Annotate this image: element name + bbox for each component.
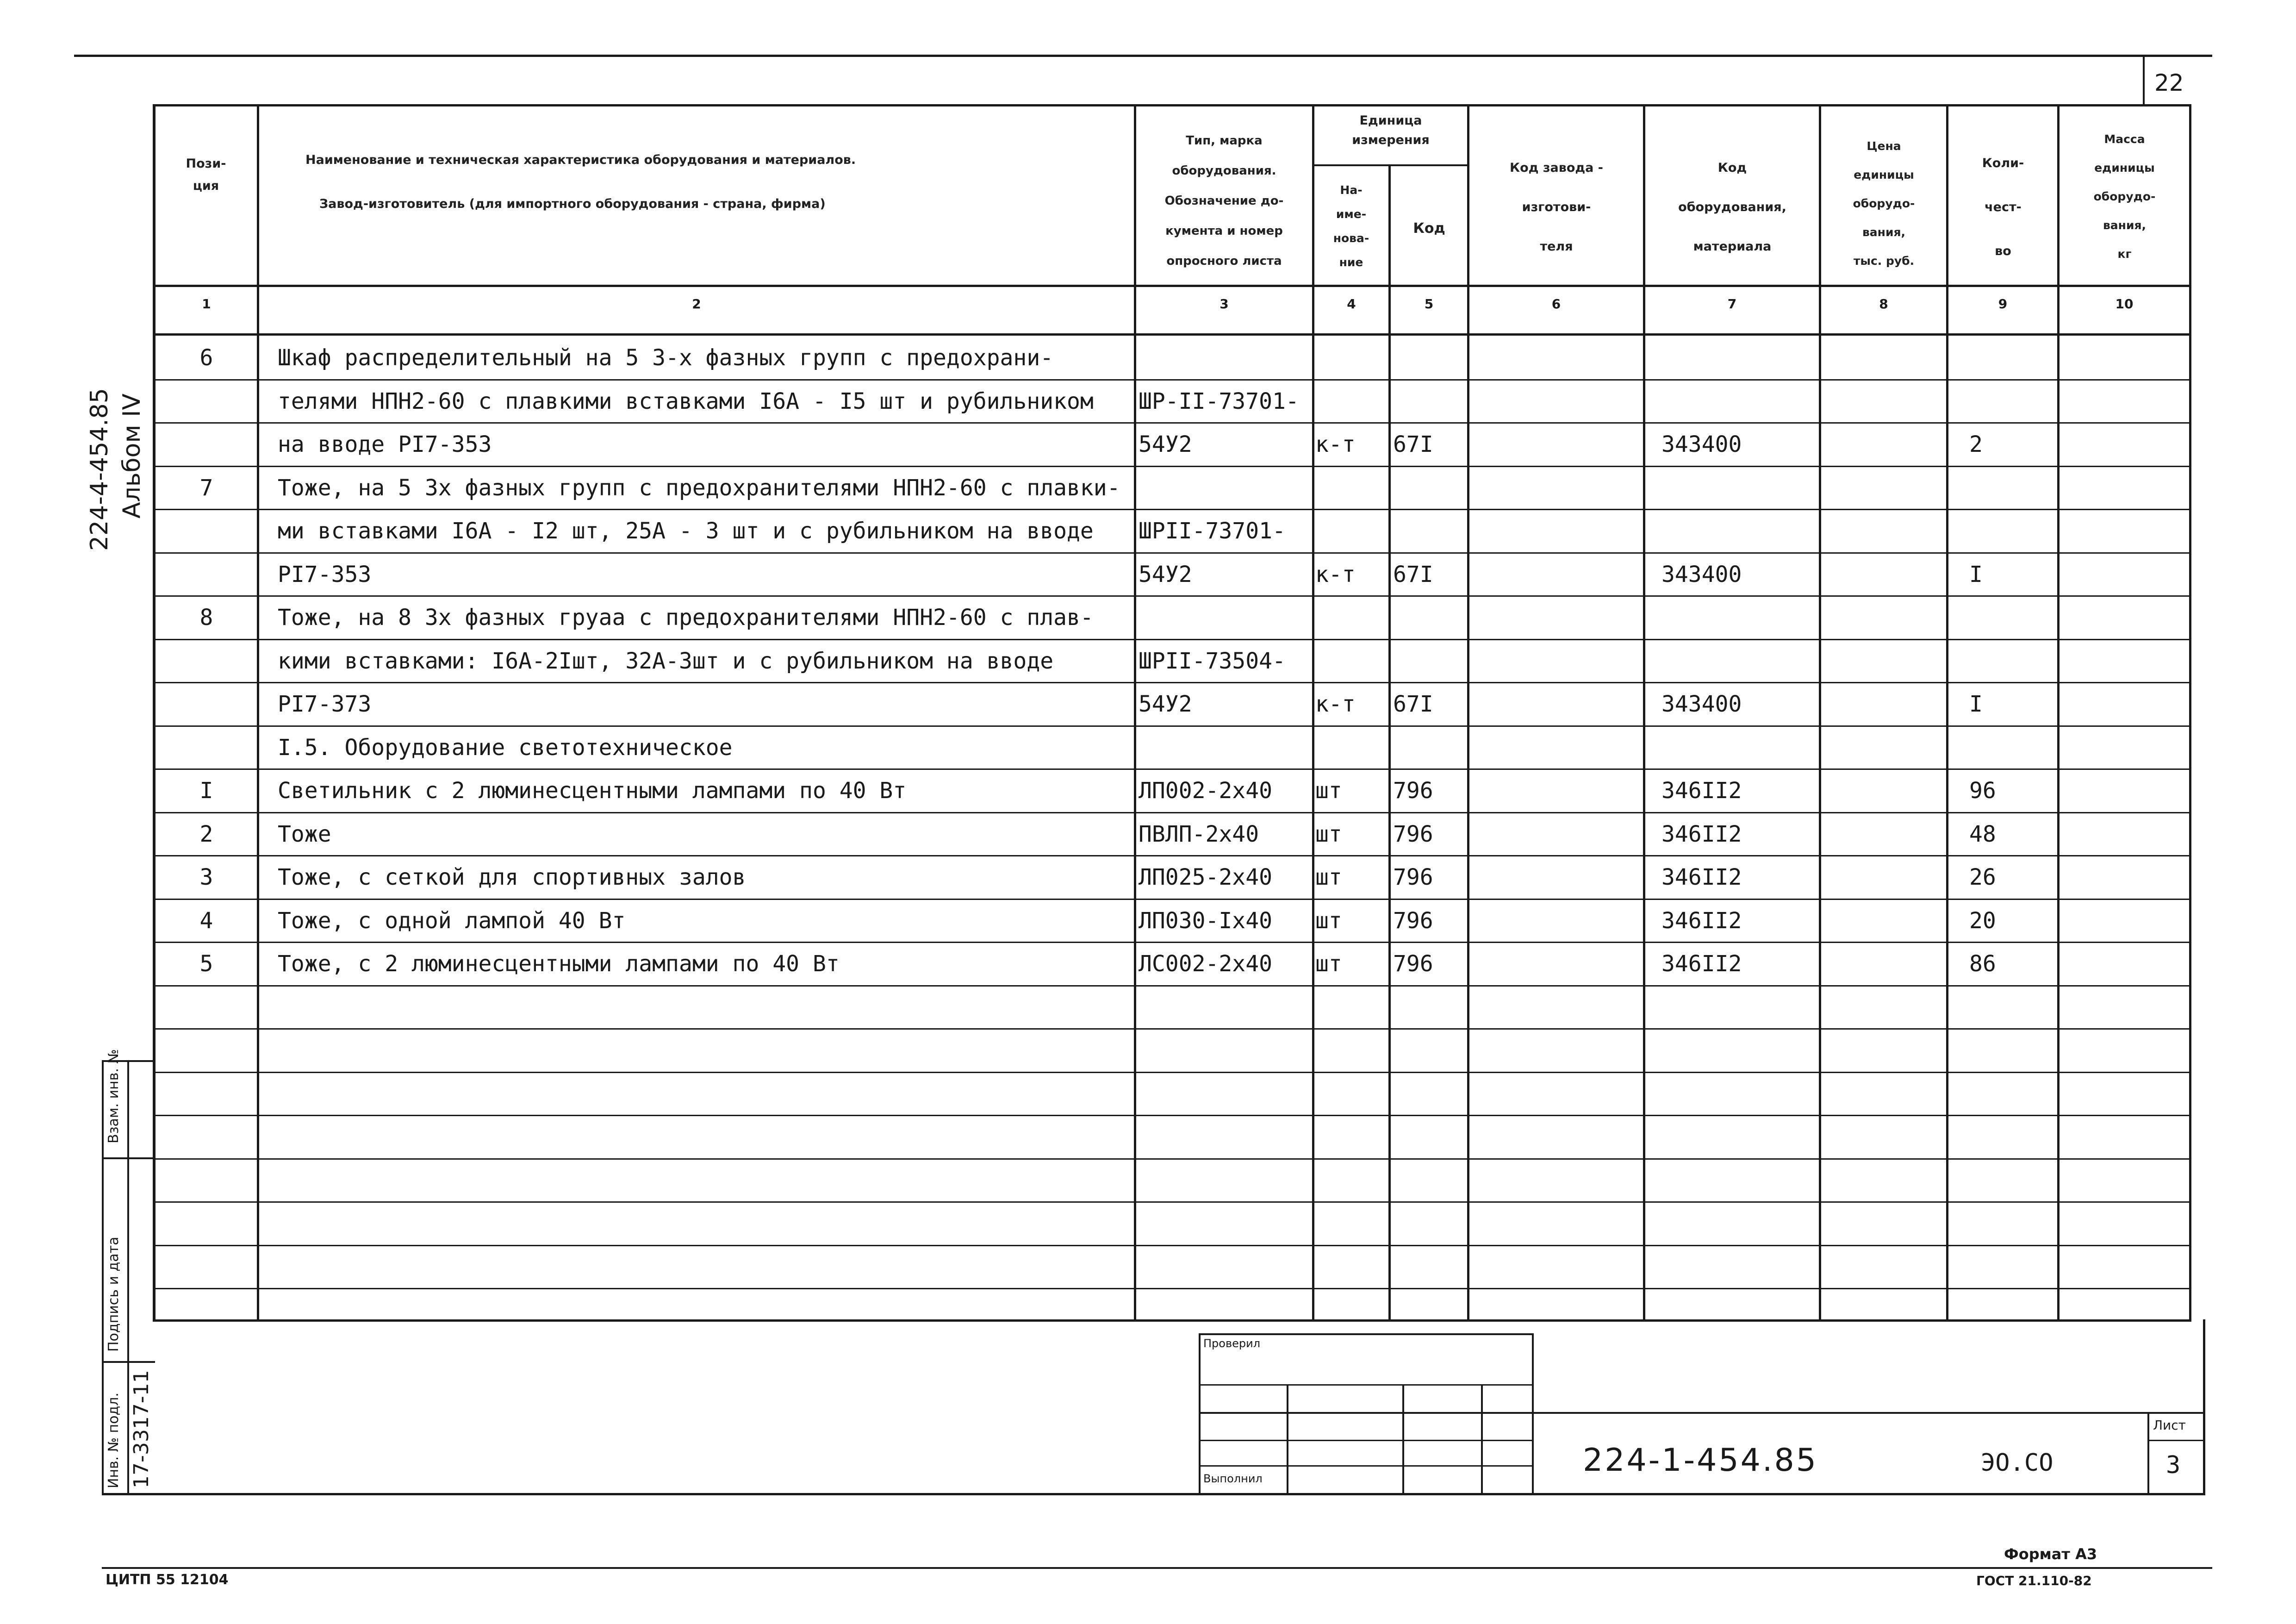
cell-material-code: 346II2 (1661, 821, 1742, 847)
cell-name: Шкаф распределительный на 5 3-х фазных групп с предохрани- (278, 345, 1054, 371)
cell-code: 796 (1393, 778, 1433, 804)
cell-material-code: 346II2 (1661, 908, 1742, 934)
sheet-number-top: 22 (2154, 69, 2184, 96)
label-made: Выполнил (1203, 1472, 1263, 1485)
cell-pos: 4 (199, 908, 213, 934)
footer-line (102, 1567, 2212, 1569)
row-separator (156, 509, 2190, 510)
colnum-3: 3 (1220, 296, 1229, 312)
cell-quantity: 2 (1969, 431, 1983, 457)
cell-name: Тоже, на 5 3х фазных групп с предохранителями НПН2-60 с плавки- (278, 475, 1120, 501)
cell-pos: 6 (199, 345, 213, 371)
cell-name: Тоже, с одной лампой 40 Вт (278, 908, 626, 934)
cell-pos: I (199, 778, 213, 804)
row-separator (156, 942, 2190, 943)
row-separator (156, 1288, 2190, 1289)
row-separator (156, 1115, 2190, 1116)
colnum-9: 9 (1998, 296, 2008, 312)
stamp-inv-value: 17-3317-11 (130, 1370, 153, 1488)
cell-quantity: 48 (1969, 821, 1996, 847)
sheet-right-border (2203, 1319, 2205, 1495)
cell-name: Светильник с 2 люминесцентными лампами по 40 Вт (278, 778, 907, 804)
cell-type: ЛП002-2х40 (1139, 778, 1272, 804)
title-grid-line-2 (1199, 1412, 2203, 1414)
row-separator (156, 768, 2190, 770)
cell-unit: шт (1315, 908, 1342, 934)
title-grid-col-2 (1402, 1384, 1404, 1493)
row-separator (156, 1245, 2190, 1246)
header-unit-title: Единица измерения (1352, 113, 1430, 147)
column-numbers-bottom-line (153, 333, 2191, 336)
cell-name: Тоже, на 8 3х фазных груаа с предохранителями НПН2-60 с плав- (278, 605, 1094, 631)
cell-pos: 2 (199, 821, 213, 847)
cell-name: Тоже (278, 821, 331, 847)
row-separator (156, 1072, 2190, 1073)
cell-type: ПВЛП-2х40 (1139, 821, 1259, 847)
cell-quantity: 96 (1969, 778, 1996, 804)
colnum-10: 10 (2115, 296, 2134, 312)
side-code: 224-4-454.85 (86, 388, 113, 551)
stamp-replace-inv: Взам. инв. № (106, 1049, 122, 1143)
cell-name: Тоже, с 2 люминесцентными лампами по 40 Вт (278, 951, 840, 977)
cell-unit: к-т (1315, 691, 1356, 717)
cell-unit: шт (1315, 778, 1342, 804)
title-grid-col-3 (1481, 1384, 1483, 1493)
cell-material-code: 346II2 (1661, 864, 1742, 890)
left-stamp-sep-1 (102, 1157, 155, 1159)
header-col3: Тип, марка оборудования. Обозначение до- кумента и номер опросного листа (1164, 134, 1284, 268)
cell-quantity: 26 (1969, 864, 1996, 890)
col-divider-3 (1312, 104, 1314, 1322)
cell-type: 54У2 (1139, 562, 1192, 587)
stamp-inv-orig: Инв. № подл. (106, 1393, 122, 1488)
col-divider-5 (1467, 104, 1469, 1322)
cell-code: 796 (1393, 864, 1433, 890)
cell-pos: 5 (199, 951, 213, 977)
header-col4: На- име- нова- ние (1333, 183, 1369, 269)
sheet-label: Лист (2153, 1418, 2186, 1433)
row-separator (156, 855, 2190, 856)
row-separator (156, 379, 2190, 381)
cell-type: 54У2 (1139, 691, 1192, 717)
table-bottom-line (153, 1319, 2191, 1322)
cell-code: 796 (1393, 821, 1433, 847)
colnum-1: 1 (202, 296, 211, 312)
colnum-8: 8 (1879, 296, 1888, 312)
cell-name: на вводе РI7-353 (278, 431, 492, 457)
col-divider-4 (1388, 164, 1391, 1322)
cell-code: 796 (1393, 908, 1433, 934)
colnum-4: 4 (1347, 296, 1356, 312)
cell-name: РI7-373 (278, 691, 372, 717)
cell-material-code: 346II2 (1661, 951, 1742, 977)
cell-quantity: I (1969, 691, 1983, 717)
header-bottom-line (153, 285, 2191, 287)
cell-type: ШР-II-73701- (1139, 388, 1299, 414)
sheet-cell-mid (2147, 1440, 2203, 1441)
cell-type: ШРII-73701- (1139, 518, 1286, 544)
row-separator (156, 1028, 2190, 1030)
col-divider-1 (257, 104, 259, 1322)
row-separator (156, 1201, 2190, 1203)
doc-suffix: ЭО.СО (1981, 1449, 2053, 1477)
cell-unit: к-т (1315, 562, 1356, 587)
cell-name: ми вставками I6А - I2 шт, 25А - 3 шт и с рубильником на вводе (278, 518, 1094, 544)
col-divider-8 (1946, 104, 1948, 1322)
colnum-6: 6 (1551, 296, 1561, 312)
cell-type: ЛП030-Iх40 (1139, 908, 1272, 934)
cell-pos: 7 (199, 475, 213, 501)
cell-name: кими вставками: I6А-2Iшт, 32А-3шт и с рубильником на вводе (278, 648, 1054, 674)
cell-unit: к-т (1315, 431, 1356, 457)
cell-name: РI7-353 (278, 562, 372, 587)
cell-pos: 8 (199, 605, 213, 631)
row-separator (156, 1158, 2190, 1160)
sheet-bottom-line (102, 1493, 2203, 1495)
row-separator (156, 639, 2190, 640)
sheet-value: 3 (2166, 1451, 2181, 1479)
cell-pos: 3 (199, 864, 213, 890)
stamp-sign-date: Подпись и дата (106, 1237, 122, 1352)
footer-gost: ГОСТ 21.110-82 (1976, 1573, 2092, 1588)
cell-type: ЛС002-2х40 (1139, 951, 1272, 977)
cell-type: 54У2 (1139, 431, 1192, 457)
row-separator (156, 466, 2190, 467)
title-grid-col-1 (1287, 1384, 1288, 1493)
side-album: Альбом IV (118, 393, 146, 518)
col-divider-2 (1134, 104, 1136, 1322)
cell-quantity: 20 (1969, 908, 1996, 934)
footer-left: ЦИТП 55 12104 (106, 1572, 229, 1588)
header-col7: Код оборудования, материала (1678, 161, 1786, 254)
header-col5: Код (1413, 220, 1445, 237)
row-separator (156, 595, 2190, 597)
header-col8: Цена единицы оборудо- вания, тыс. руб. (1853, 139, 1915, 268)
cell-name: телями НПН2-60 с плавкими вставками I6А - I5 шт и рубильником (278, 388, 1094, 414)
label-checked: Проверил (1203, 1337, 1261, 1350)
left-stamp-sep-2 (102, 1361, 155, 1363)
cell-unit: шт (1315, 951, 1342, 977)
cell-material-code: 343400 (1661, 691, 1742, 717)
col-divider-9 (2057, 104, 2060, 1322)
row-separator (156, 682, 2190, 683)
colnum-5: 5 (1424, 296, 1434, 312)
row-separator (156, 812, 2190, 813)
cell-material-code: 343400 (1661, 431, 1742, 457)
doc-code: 224-1-454.85 (1583, 1442, 1818, 1479)
cell-type: ЛП025-2х40 (1139, 864, 1272, 890)
left-stamp-inner (127, 1060, 129, 1495)
sheet-number-box-left (2143, 56, 2145, 106)
col-divider-6 (1643, 104, 1645, 1322)
cell-code: 67I (1393, 691, 1433, 717)
row-separator (156, 422, 2190, 424)
col-divider-7 (1819, 104, 1821, 1322)
header-col1: Пози- ция (186, 156, 226, 193)
cell-name: Тоже, с сеткой для спортивных залов (278, 864, 746, 890)
cell-material-code: 346II2 (1661, 778, 1742, 804)
cell-code: 796 (1393, 951, 1433, 977)
cell-quantity: I (1969, 562, 1983, 587)
top-border (74, 55, 2212, 57)
unit-header-divider (1312, 164, 1469, 166)
footer-format: Формат А3 (2004, 1545, 2097, 1563)
table-top-border (153, 104, 2191, 106)
header-col6: Код завода - изготови- теля (1510, 161, 1603, 254)
colnum-7: 7 (1727, 296, 1737, 312)
left-stamp-outer (102, 1060, 104, 1495)
colnum-2: 2 (692, 296, 701, 312)
cell-name: I.5. Оборудование светотехническое (278, 735, 733, 761)
cell-material-code: 343400 (1661, 562, 1742, 587)
header-col2-line1: Наименование и техническая характеристика оборудования и материалов. (305, 153, 856, 167)
row-separator (156, 899, 2190, 900)
row-separator (156, 725, 2190, 727)
cell-unit: шт (1315, 821, 1342, 847)
sheet-cell-left (2147, 1412, 2149, 1495)
header-col2-line2: Завод-изготовитель (для импортного оборудования - страна, фирма) (319, 197, 826, 211)
title-grid-top (1199, 1333, 1532, 1335)
header-col9: Коли- чест- во (1982, 156, 2024, 258)
row-separator (156, 985, 2190, 987)
cell-unit: шт (1315, 864, 1342, 890)
cell-code: 67I (1393, 562, 1433, 587)
cell-type: ШРII-73504- (1139, 648, 1286, 674)
header-col10: Масса единицы оборудо- вания, кг (2093, 132, 2156, 261)
cell-quantity: 86 (1969, 951, 1996, 977)
row-separator (156, 552, 2190, 554)
cell-code: 67I (1393, 431, 1433, 457)
